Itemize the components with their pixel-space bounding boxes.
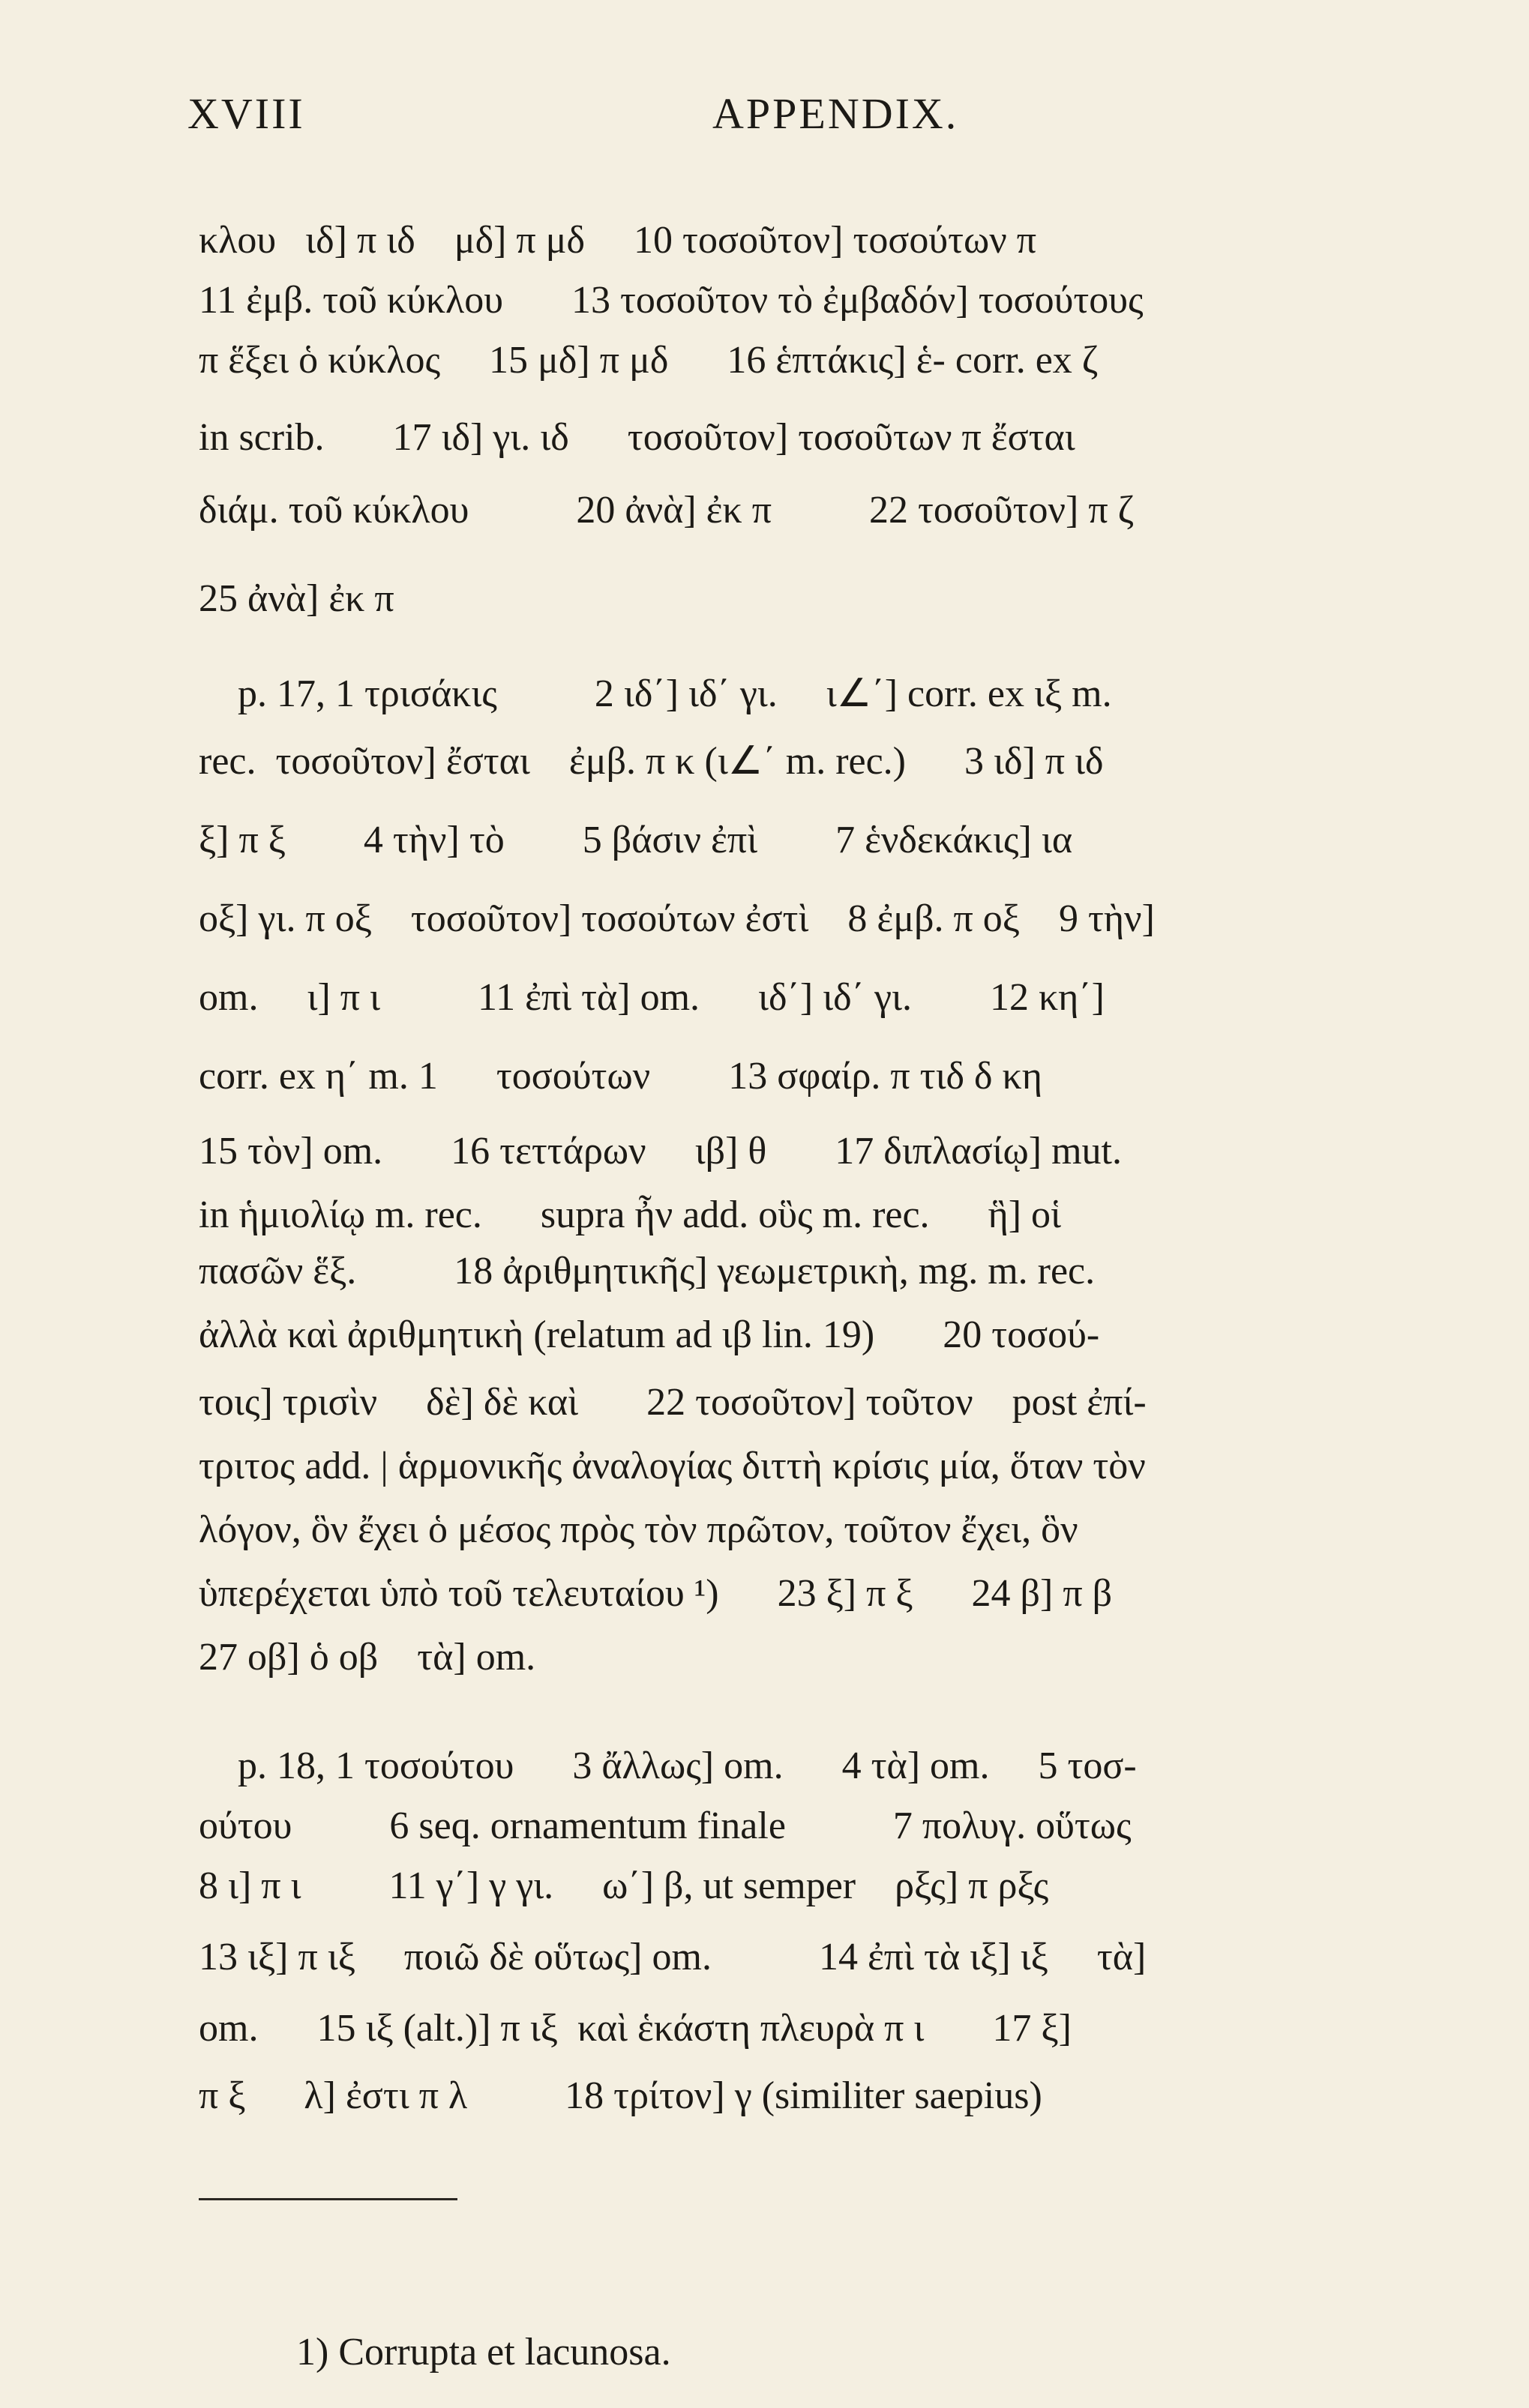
text-line: τριτος add. | ἁρμονικῆς ἀναλογίας διττὴ κρίσις μία, ὅταν τὸν: [199, 1445, 1146, 1487]
text-line: in ἡμιολίῳ m. rec. supra ἦν add. οὓς m. rec. ἣ] οἱ: [199, 1194, 1062, 1236]
text-line: corr. ex η΄ m. 1 τοσούτων 13 σφαίρ. π τιδ δ κη: [199, 1055, 1042, 1098]
text-line: ὑπερέχεται ὑπὸ τοῦ τελευταίου ¹) 23 ξ] π ξ 24 β] π β: [199, 1572, 1113, 1615]
text-line: τοις] τρισὶν δὲ] δὲ καὶ 22 τοσοῦτον] τοῦτον post ἐπί-: [199, 1381, 1147, 1424]
page-title: APPENDIX.: [712, 89, 959, 138]
text-line: π ἕξει ὁ κύκλος 15 μδ] π μδ 16 ἑπτάκις] ἑ- corr. ex ζ: [199, 339, 1099, 382]
text-line: ούτου 6 seq. ornamentum finale 7 πολυγ. οὕτως: [199, 1805, 1132, 1847]
text-line: πασῶν ἕξ. 18 ἀριθμητικῆς] γεωμετρικὴ, mg. m. rec.: [199, 1250, 1096, 1292]
text-line: in scrib. 17 ιδ] γι. ιδ τοσοῦτον] τοσοῦτων π ἔσται: [199, 416, 1075, 459]
text-line: om. 15 ιξ (alt.)] π ιξ καὶ ἑκάστη πλευρὰ π ι 17 ξ]: [199, 2007, 1072, 2050]
text-line: 15 τὸν] om. 16 τεττάρων ιβ] θ 17 διπλασίῳ] mut.: [199, 1130, 1122, 1173]
running-header: [187, 88, 1447, 148]
text-line: ἀλλὰ καὶ ἀριθμητικὴ (relatum ad ιβ lin. 19) 20 τοσού-: [199, 1313, 1100, 1356]
text-line: 25 ἀνὰ] ἐκ π: [199, 577, 394, 620]
text-line: 8 ι] π ι 11 γ΄] γ γι. ω΄] β, ut semper ρξς] π ρξς: [199, 1864, 1049, 1907]
footnote-rule: [199, 2198, 457, 2200]
text-line: 27 οβ] ὁ οβ τὰ] om.: [199, 1636, 536, 1679]
text-line: 13 ιξ] π ιξ ποιῶ δὲ οὕτως] om. 14 ἐπὶ τὰ ιξ] ιξ τὰ]: [199, 1936, 1147, 1978]
text-line: p. 18, 1 τοσούτου 3 ἄλλως] om. 4 τὰ] om. 5 τοσ-: [199, 1745, 1137, 1787]
text-line: π ξ λ] ἐστι π λ 18 τρίτον] γ (similiter saepius): [199, 2074, 1042, 2117]
text-line: κλου ιδ] π ιδ μδ] π μδ 10 τοσοῦτον] τοσούτων π: [199, 219, 1037, 262]
text-line: rec. τοσοῦτον] ἔσται ἐμβ. π κ (ι∠΄ m. rec.) 3 ιδ] π ιδ: [199, 740, 1104, 783]
text-line: 11 ἐμβ. τοῦ κύκλου 13 τοσοῦτον τὸ ἐμβαδόν] τοσούτους: [199, 279, 1144, 322]
text-line: ξ] π ξ 4 τὴν] τὸ 5 βάσιν ἐπὶ 7 ἑνδεκάκις] ια: [199, 819, 1073, 861]
page-number: XVIII: [187, 89, 305, 138]
text-line: p. 17, 1 τρισάκις 2 ιδ΄] ιδ΄ γι. ι∠΄] corr. ex ιξ m.: [199, 672, 1112, 715]
footnote: 1) Corrupta et lacunosa.: [296, 2331, 671, 2374]
text-line: λόγον, ὃν ἔχει ὁ μέσος πρὸς τὸν πρῶτον, τοῦτον ἔχει, ὃν: [199, 1508, 1078, 1551]
text-line: οξ] γι. π οξ τοσοῦτον] τοσούτων ἐστὶ 8 ἐμβ. π οξ 9 τὴν]: [199, 897, 1155, 940]
text-line: διάμ. τοῦ κύκλου 20 ἀνὰ] ἐκ π 22 τοσοῦτον] π ζ: [199, 489, 1135, 532]
text-line: om. ι] π ι 11 ἐπὶ τὰ] om. ιδ΄] ιδ΄ γι. 12 κη΄]: [199, 976, 1105, 1019]
